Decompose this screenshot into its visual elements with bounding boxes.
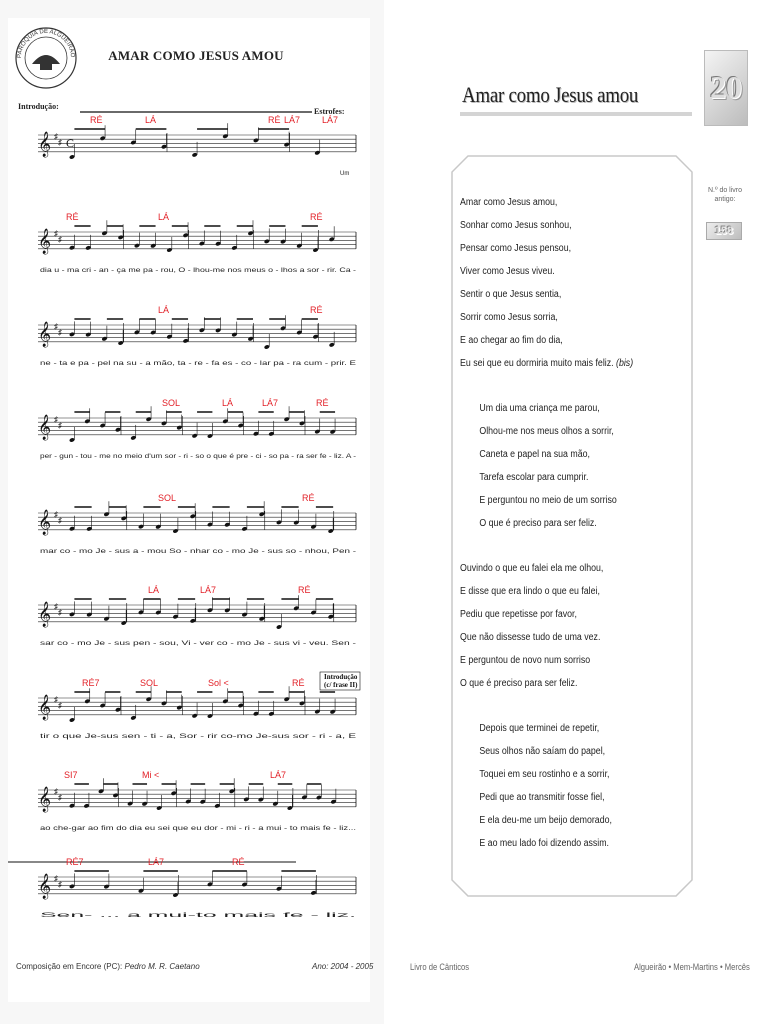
- sharp-icon: ♯: [54, 874, 58, 883]
- chord-symbol: RÉ7: [82, 678, 100, 688]
- lyric-line: tir o que Je-sus sen - ti - a, Sor - rir co-mo Je-sus sor - ri - a, E: [40, 734, 356, 740]
- chord-symbol: RÉ7: [66, 857, 84, 867]
- lyrics-text: [460, 196, 684, 860]
- lyric-line: sar co - mo Je - sus pen - sou, Vi - ver co - mo Je - sus vi - veu. Sen -: [40, 641, 356, 647]
- lyric-line: Caneta e papel na sua mão,: [479, 449, 590, 460]
- chord-symbol: RÉ: [310, 212, 323, 222]
- lyric-line: O que é preciso para ser feliz.: [479, 518, 597, 529]
- lyric-line: ne - ta e pa - pel na su - a mão, ta - re - fa es - co - lar pa - ra cum - prir. E: [40, 361, 356, 367]
- lyric-line: Sentir o que Jesus sentia,: [460, 289, 562, 300]
- chord-symbol: LÁ7: [262, 398, 279, 408]
- composition-year: Ano: 2004 - 2005: [312, 962, 374, 971]
- parish-names: Algueirão • Mem-Martins • Mercês: [634, 962, 750, 972]
- chord-symbol: LÁ: [145, 115, 157, 125]
- chord-symbol: LÁ7: [148, 857, 165, 867]
- sharp-icon: ♯: [58, 235, 62, 244]
- chord-symbol: LÁ: [158, 305, 170, 315]
- chord-symbol: SOL: [158, 493, 177, 503]
- title-underline: [460, 112, 692, 116]
- sharp-icon: ♯: [58, 421, 62, 430]
- composition-credit: [16, 962, 200, 971]
- chord-symbol: LÁ: [158, 212, 170, 222]
- treble-clef-icon: 𝄞: [38, 602, 52, 627]
- chord-symbol: SOL: [162, 398, 181, 408]
- lyric-line: E ao chegar ao fim do dia,: [460, 335, 563, 346]
- song-number-badge: [704, 50, 748, 126]
- sharp-icon: ♯: [54, 229, 58, 238]
- chord-symbol: LÁ: [148, 585, 160, 595]
- lyric-line: E perguntou no meio de um sorriso: [479, 495, 617, 506]
- chord-symbol: RÉ: [298, 585, 311, 595]
- treble-clef-icon: 𝄞: [38, 415, 52, 440]
- lyric-line: Sen- ... a mui-to mais fe - liz.: [40, 913, 358, 919]
- sharp-icon: ♯: [58, 701, 62, 710]
- chord-symbol: LÁ7: [284, 115, 301, 125]
- sharp-icon: ♯: [58, 793, 62, 802]
- stanza-gap: [460, 540, 657, 562]
- chord-symbol: RÉ: [90, 115, 103, 125]
- lyric-line: Toquei em seu rostinho e a sorrir,: [479, 769, 610, 780]
- chord-symbol: LÁ7: [200, 585, 217, 595]
- lyric-line: E ao meu lado foi dizendo assim.: [479, 838, 609, 849]
- lyric-line: E disse que era lindo o que eu falei,: [460, 586, 600, 597]
- sharp-icon: ♯: [54, 695, 58, 704]
- treble-clef-icon: 𝄞: [38, 874, 52, 899]
- chord-symbol: SI7: [64, 770, 78, 780]
- lyric-line: Seus olhos não saíam do papel,: [479, 746, 606, 757]
- sharp-icon: ♯: [54, 322, 58, 331]
- sharp-icon: ♯: [58, 880, 62, 889]
- stanza-gap: [460, 700, 657, 722]
- chord-symbol: RÉ: [292, 678, 305, 688]
- chord-symbol: RÉ: [268, 115, 281, 125]
- lyric-line: O que é preciso para ser feliz.: [460, 678, 578, 689]
- lyric-line: Um: [340, 171, 350, 177]
- lyric-line: Tarefa escolar para cumprir.: [479, 472, 589, 483]
- treble-clef-icon: 𝄞: [38, 322, 52, 347]
- lyric-line: Pedi que ao transmitir fosse fiel,: [479, 792, 605, 803]
- sharp-icon: ♯: [58, 328, 62, 337]
- strophes-label: Estrofes:: [314, 107, 345, 116]
- lyric-line: Sonhar como Jesus sonhou,: [460, 220, 572, 231]
- chord-symbol: RÉ: [232, 857, 245, 867]
- lyric-line: dia u - ma cri - an - ça me pa - rou, O - lhou-me nos meus o - lhos a sor - rir. Ca -: [40, 268, 357, 274]
- lyric-line: Viver como Jesus viveu.: [460, 266, 555, 277]
- sharp-icon: ♯: [54, 510, 58, 519]
- chord-symbol: LÁ7: [322, 115, 339, 125]
- composition-label: Composição em Encore (PC):: [16, 962, 123, 971]
- chord-symbol: RÉ: [302, 493, 315, 503]
- bis-marker: (bis): [613, 358, 634, 369]
- intro-label: Introdução:: [18, 102, 59, 111]
- composer-name: Pedro M. R. Caetano: [124, 962, 200, 971]
- time-signature: C: [66, 136, 75, 150]
- music-score: [0, 0, 384, 1000]
- lyric-line: Pediu que repetisse por favor,: [460, 609, 577, 620]
- lyric-line: ao che-gar ao fim do dia eu sei que eu dor - mi - ri - a mui - to mais fe - liz...: [40, 826, 357, 832]
- lyric-line: Eu sei que eu dormiria muito mais feliz. (bis): [460, 358, 634, 369]
- song-number: 20: [710, 69, 742, 105]
- stanza-gap: [460, 380, 657, 402]
- lyric-line: Olhou-me nos meus olhos a sorrir,: [479, 426, 614, 437]
- lyric-line: mar co - mo Je - sus a - mou So - nhar co - mo Je - sus so - nhou, Pen -: [40, 549, 357, 555]
- lyric-line: Sorrir como Jesus sorria,: [460, 312, 558, 323]
- lyric-line: Amar como Jesus amou,: [460, 197, 558, 208]
- chord-symbol: RÉ: [66, 212, 79, 222]
- sharp-icon: ♯: [58, 608, 62, 617]
- lyric-line: Pensar como Jesus pensou,: [460, 243, 572, 254]
- chord-symbol: RÉ: [310, 305, 323, 315]
- old-book-label: N.º do livro antigo:: [707, 187, 743, 203]
- seal-text: PARÓQUIA DE ALGUEIRÃO: [16, 28, 76, 59]
- chord-symbol: Mi <: [142, 770, 160, 780]
- sharp-icon: ♯: [58, 138, 62, 147]
- score-title: AMAR COMO JESUS AMOU: [108, 48, 284, 63]
- lyric-line: Um dia uma criança me parou,: [479, 403, 600, 414]
- treble-clef-icon: 𝄞: [38, 695, 52, 720]
- lyric-line: Depois que terminei de repetir,: [479, 723, 600, 734]
- lyric-line: E perguntou de novo num sorriso: [460, 655, 591, 666]
- lyric-line: per - gun - tou - me no meio d'um sor - ri - so o que é pre - ci - so pa - ra ser fe - liz. A -: [40, 454, 357, 460]
- chord-symbol: SOL: [140, 678, 159, 688]
- sharp-icon: ♯: [54, 602, 58, 611]
- old-book-number: 158: [706, 222, 742, 240]
- lyric-line: Ouvindo o que eu falei ela me olhou,: [460, 563, 604, 574]
- treble-clef-icon: 𝄞: [38, 132, 52, 157]
- treble-clef-icon: 𝄞: [38, 787, 52, 812]
- lyric-line: Que não dissesse tudo de uma vez.: [460, 632, 601, 643]
- chord-symbol: LÁ7: [270, 770, 287, 780]
- intro-repeat-label: (c/ frase II): [324, 681, 358, 689]
- intro-repeat-label: Introdução: [324, 673, 358, 681]
- treble-clef-icon: 𝄞: [38, 229, 52, 254]
- lyric-line: E ela deu-me um beijo demorado,: [479, 815, 612, 826]
- sharp-icon: ♯: [54, 415, 58, 424]
- song-title: Amar como Jesus amou: [462, 82, 639, 107]
- sharp-icon: ♯: [54, 787, 58, 796]
- treble-clef-icon: 𝄞: [38, 510, 52, 535]
- chord-symbol: RÉ: [316, 398, 329, 408]
- chord-symbol: Sol <: [208, 678, 229, 688]
- chord-symbol: LÁ: [222, 398, 234, 408]
- sharp-icon: ♯: [54, 132, 58, 141]
- sharp-icon: ♯: [58, 516, 62, 525]
- book-name: Livro de Cânticos: [410, 962, 470, 972]
